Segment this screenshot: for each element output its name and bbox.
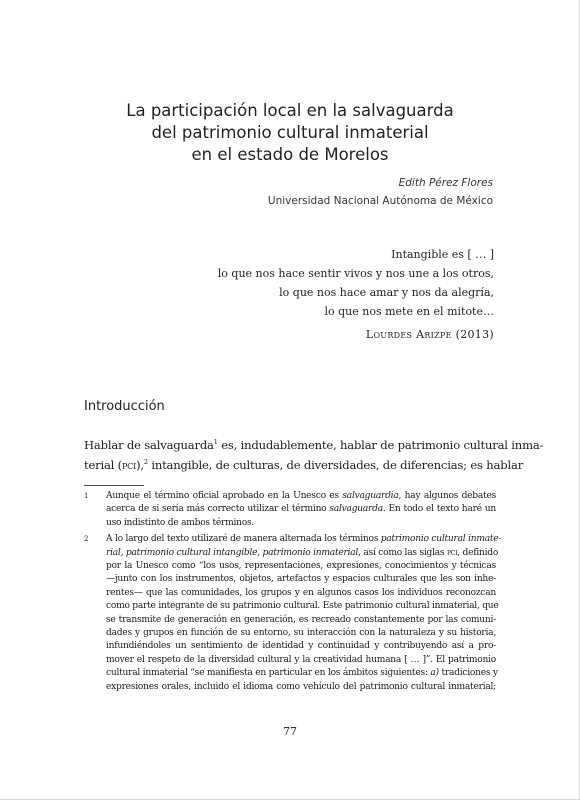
italic-term: rial, patrimonio cultural intangible, patrimonio inmaterial — [106, 547, 359, 558]
body-text-span: es, indudablemente, hablar de patrimonio cultural inma- — [217, 438, 544, 452]
author-affiliation: Universidad Nacional Autónoma de México — [267, 195, 493, 207]
footnote-ref: 2 — [143, 457, 148, 466]
epigraph-line: lo que nos mete en el mitote… — [324, 305, 494, 318]
footnote-separator — [84, 485, 144, 486]
text-span: , definido — [457, 547, 499, 558]
epigraph — [218, 245, 494, 321]
body-text-span: ), — [136, 457, 144, 472]
body-text-span: intangible, de culturas, de diversidades, de diferencias; es hablar — [147, 457, 524, 472]
footnote-1 — [84, 490, 496, 530]
italic-term: salvaguardia — [342, 491, 399, 501]
footnote-line: uso indistinto de ambos términos. — [106, 517, 255, 528]
author-block — [268, 174, 493, 210]
author-name: Edith Pérez Flores — [398, 177, 493, 189]
italic-term: a) — [430, 668, 439, 679]
footnote-line: infundiéndoles un sentimiento de identidad y continuidad y contribuyendo así a pro- — [106, 641, 496, 652]
text-span: . En todo el texto haré un — [382, 504, 497, 515]
footnote-line — [106, 547, 499, 560]
footnote-line: —junto con los instrumentos, objetos, artefactos y espacios culturales que les son inhe- — [106, 574, 496, 585]
epigraph-line: lo que nos hace amar y nos da alegría, — [279, 286, 494, 299]
article-title — [0, 100, 580, 166]
footnote-2 — [84, 533, 502, 694]
footnote-line — [106, 533, 502, 546]
acronym: pci — [122, 457, 137, 472]
body-line — [84, 436, 544, 456]
footnote-line: mover el respeto de la diversidad cultural y la creatividad humana [ … ]”. El patrimonio — [106, 654, 496, 665]
footnote-line: se transmite de generación en generación, es recreado constantemente por las comuni- — [106, 614, 496, 625]
text-span: , hay algunos debates — [398, 491, 496, 501]
footnotes — [84, 490, 502, 697]
footnote-line: rentes— que las comunidades, los grupos y en algunos casos los individuos reconozcan — [106, 587, 496, 598]
body-text-span: terial ( — [84, 457, 122, 472]
footnote-line — [106, 490, 496, 503]
italic-term: salvaguarda — [329, 504, 383, 515]
text-span: tradiciones y — [438, 668, 498, 679]
title-line-3: en el estado de Morelos — [191, 145, 389, 164]
acronym: pci — [446, 547, 458, 558]
text-span: A lo largo del texto utilizaré de manera alternada los términos — [106, 534, 381, 545]
text-span: , así como las siglas — [358, 547, 447, 558]
epigraph-line: lo que nos hace sentir vivos y nos une a los otros, — [217, 267, 494, 280]
text-span: acerca de si sería más correcto utilizar el término — [106, 504, 330, 515]
footnote-line: por la Unesco como “los usos, representaciones, expresiones, conocimientos y técnicas — [106, 561, 496, 572]
section-heading: Introducción — [84, 399, 165, 414]
epigraph-line: Intangible es [ … ] — [391, 248, 494, 261]
italic-term: patrimonio cultural inmate- — [380, 534, 502, 545]
text-span: Aunque el término oficial aprobado en la Unesco es — [106, 491, 343, 501]
text-span: cultural inmaterial “se manifiesta en particular en los ámbitos siguientes: — [106, 668, 431, 679]
body-paragraph — [84, 436, 544, 475]
body-text-span: Hablar de salvaguarda — [84, 438, 214, 452]
footnote-line — [106, 503, 496, 516]
epigraph-attribution: Lourdes Arizpe (2013) — [365, 328, 494, 341]
page-number: 77 — [283, 725, 297, 738]
title-line-2: del patrimonio cultural inmaterial — [151, 123, 429, 142]
body-line — [84, 456, 524, 476]
footnote-line: dades y grupos en función de su entorno, su interacción con la naturaleza y su historia, — [106, 628, 496, 639]
title-line-1: La participación local en la salvaguarda — [126, 101, 454, 120]
footnote-ref: 1 — [213, 438, 218, 446]
footnote-line: expresiones orales, incluido el idioma como vehículo del patrimonio cultural inmaterial; — [106, 681, 496, 692]
footnote-number: 2 — [84, 535, 89, 544]
footnote-number: 1 — [84, 492, 89, 500]
footnote-line — [106, 667, 496, 680]
footnote-line: como parte integrante de su patrimonio cultural. Este patrimonio cultural inmaterial, que — [106, 601, 499, 612]
